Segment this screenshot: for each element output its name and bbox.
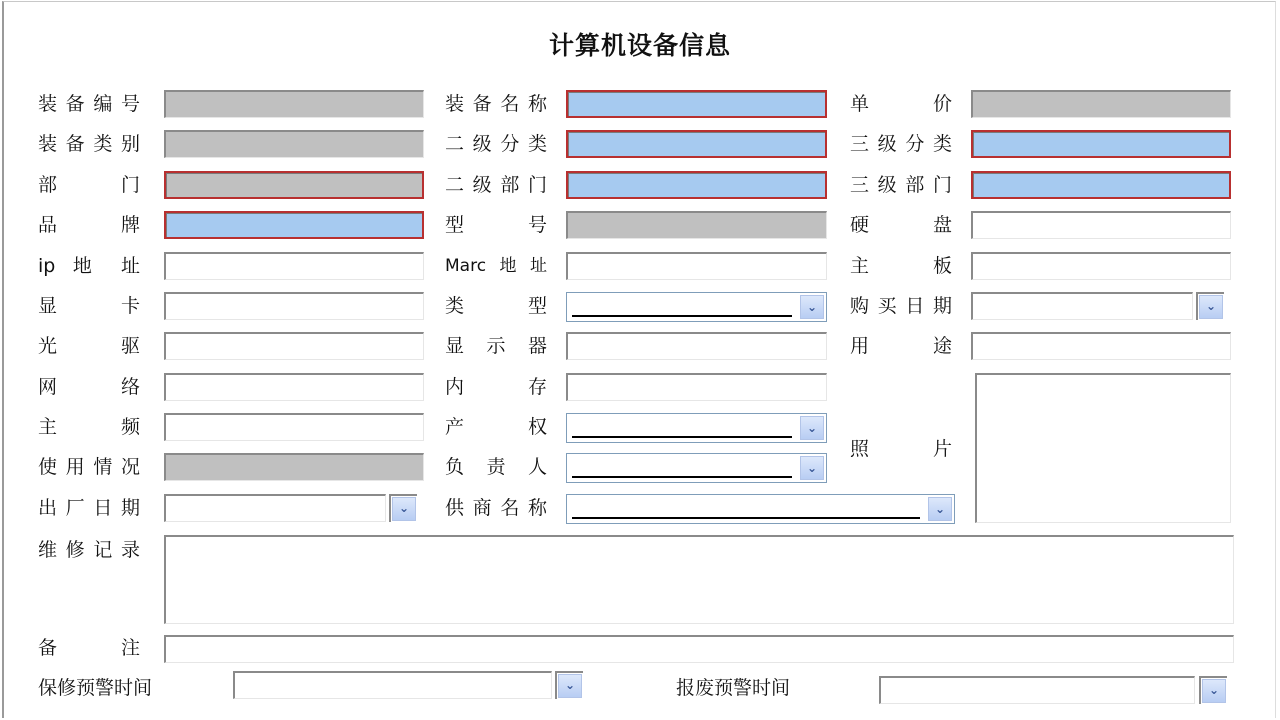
type-select[interactable] xyxy=(566,292,827,322)
warranty-alert-dropdown[interactable] xyxy=(555,671,583,699)
scrap-alert-dropdown[interactable] xyxy=(1199,676,1227,704)
label-graphics-card: 显卡 xyxy=(38,295,140,317)
repair-record-textarea[interactable] xyxy=(164,535,1234,624)
label-equip-name: 装备名称 xyxy=(445,93,547,115)
manufacture-date-dropdown[interactable] xyxy=(389,494,417,522)
department-field[interactable] xyxy=(164,171,424,199)
frequency-field[interactable] xyxy=(164,413,424,441)
select-underline xyxy=(572,315,792,317)
label-equip-no: 装备编号 xyxy=(38,93,140,115)
ip-address-field[interactable] xyxy=(164,252,424,280)
label-responsible-person: 负责人 xyxy=(445,456,547,478)
remarks-field[interactable] xyxy=(164,635,1234,663)
unit-price-field[interactable] xyxy=(971,90,1231,118)
motherboard-field[interactable] xyxy=(971,252,1231,280)
label-ownership: 产权 xyxy=(445,416,547,438)
label-ip-address: ip 地 址 xyxy=(38,255,140,277)
sub-department3-field[interactable] xyxy=(971,171,1231,199)
equip-name-field[interactable] xyxy=(566,90,827,118)
label-sub-category2: 二级分类 xyxy=(445,133,547,155)
label-photo: 照片 xyxy=(850,438,952,460)
mac-address-field[interactable] xyxy=(566,252,827,280)
label-brand: 品牌 xyxy=(38,214,140,236)
graphics-card-field[interactable] xyxy=(164,292,424,320)
chevron-down-icon[interactable]: ⌄ xyxy=(1202,679,1226,703)
label-sub-category3: 三级分类 xyxy=(850,133,952,155)
sub-department2-field[interactable] xyxy=(566,171,827,199)
manufacture-date-field[interactable] xyxy=(164,494,386,522)
brand-field[interactable] xyxy=(164,211,424,239)
label-remarks: 备注 xyxy=(38,637,140,659)
label-scrap-alert: 报废预警时间 xyxy=(676,677,791,699)
label-model: 型号 xyxy=(445,214,547,236)
select-underline xyxy=(572,436,792,438)
label-repair-record: 维修记录 xyxy=(38,539,140,561)
memory-field[interactable] xyxy=(566,373,827,401)
model-field[interactable] xyxy=(566,211,827,239)
chevron-down-icon[interactable]: ⌄ xyxy=(928,497,952,521)
label-motherboard: 主板 xyxy=(850,255,952,277)
page-title: 计算机设备信息 xyxy=(548,31,731,60)
label-usage: 用途 xyxy=(850,335,952,357)
responsible-person-select[interactable] xyxy=(566,453,827,483)
label-department: 部门 xyxy=(38,174,140,196)
equip-category-field[interactable] xyxy=(164,130,424,158)
chevron-down-icon[interactable]: ⌄ xyxy=(800,416,824,440)
label-optical-drive: 光驱 xyxy=(38,335,140,357)
chevron-down-icon[interactable]: ⌄ xyxy=(800,456,824,480)
label-frequency: 主频 xyxy=(38,416,140,438)
label-purchase-date: 购买日期 xyxy=(850,295,952,317)
label-manufacture-date: 出厂日期 xyxy=(38,497,140,519)
network-field[interactable] xyxy=(164,373,424,401)
warranty-alert-field[interactable] xyxy=(233,671,552,699)
hard-disk-field[interactable] xyxy=(971,211,1231,239)
sub-category2-field[interactable] xyxy=(566,130,827,158)
chevron-down-icon[interactable]: ⌄ xyxy=(1199,295,1223,319)
label-usage-status: 使用情况 xyxy=(38,456,140,478)
usage-status-field[interactable] xyxy=(164,453,424,481)
select-underline xyxy=(572,476,792,478)
usage-field[interactable] xyxy=(971,332,1231,360)
photo-box[interactable] xyxy=(975,373,1231,523)
label-supplier-name: 供商名称 xyxy=(445,497,547,519)
scrap-alert-field[interactable] xyxy=(879,676,1195,704)
label-sub-department3: 三级部门 xyxy=(850,174,952,196)
label-sub-department2: 二级部门 xyxy=(445,174,547,196)
ownership-select[interactable] xyxy=(566,413,827,443)
label-hard-disk: 硬盘 xyxy=(850,214,952,236)
select-underline xyxy=(572,517,920,519)
label-equip-category: 装备类别 xyxy=(38,133,140,155)
label-mac-address: Marc地址 xyxy=(445,256,547,276)
label-type: 类型 xyxy=(445,295,547,317)
purchase-date-dropdown[interactable] xyxy=(1196,292,1224,320)
label-memory: 内存 xyxy=(445,376,547,398)
equip-no-field[interactable] xyxy=(164,90,424,118)
label-unit-price: 单价 xyxy=(850,93,952,115)
label-warranty-alert: 保修预警时间 xyxy=(38,677,153,699)
label-monitor: 显示器 xyxy=(445,335,547,357)
optical-drive-field[interactable] xyxy=(164,332,424,360)
chevron-down-icon[interactable]: ⌄ xyxy=(800,295,824,319)
purchase-date-field[interactable] xyxy=(971,292,1193,320)
monitor-field[interactable] xyxy=(566,332,827,360)
supplier-name-select[interactable] xyxy=(566,494,955,524)
label-network: 网络 xyxy=(38,376,140,398)
chevron-down-icon[interactable]: ⌄ xyxy=(392,497,416,521)
sub-category3-field[interactable] xyxy=(971,130,1231,158)
chevron-down-icon[interactable]: ⌄ xyxy=(558,674,582,698)
